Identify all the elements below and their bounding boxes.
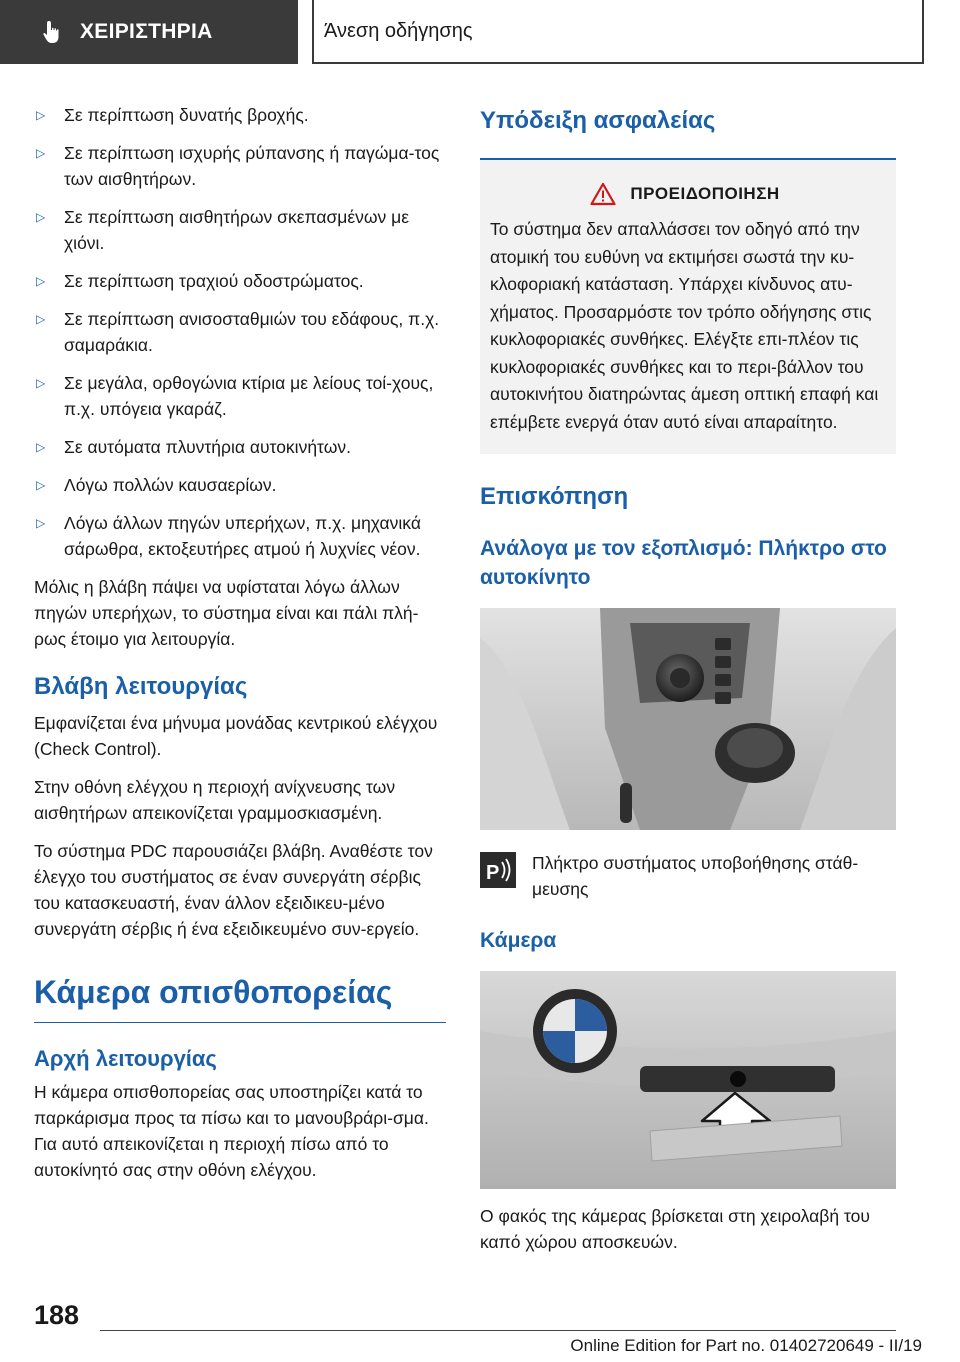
warning-box: [480, 158, 896, 454]
camera-photo: [480, 971, 896, 1189]
list-item: ▷ Σε περίπτωση τραχιού οδοστρώματος.: [34, 268, 446, 294]
triangle-bullet-icon: ▷: [36, 516, 46, 530]
triangle-bullet-icon: ▷: [36, 478, 46, 492]
paragraph: Μόλις η βλάβη πάψει να υφίσταται λόγω άλλων πηγών υπερήχων, το σύστημα είναι και πάλι πλή-ρως έτοιμο για λειτουργία.: [34, 577, 419, 649]
camera-caption: Ο φακός της κάμερας βρίσκεται στη χειρολαβή του καπό χώρου αποσκευών.: [480, 1206, 870, 1252]
button-caption: Πλήκτρο συστήματος υποβοήθησης στάθ-μευσης: [532, 853, 859, 899]
paragraph: Η κάμερα οπισθοπορείας σας υποστηρίζει κατά το παρκάρισμα προς τα πίσω και το μανουβράρι-σμα. Για αυτό απεικονίζεται η περιοχή πίσω από το αυτοκίνητό σας στην οθόνη ελέγχου.: [34, 1082, 429, 1180]
page-number: 188: [34, 1300, 80, 1330]
list-item: ▷ Σε μεγάλα, ορθογώνια κτίρια με λείους τοί-χους, π.χ. υπόγεια γκαράζ.: [34, 370, 446, 422]
footer-divider: [100, 1330, 896, 1331]
list-item: ▷ Λόγω πολλών καυσαερίων.: [34, 472, 446, 498]
left-column: [34, 102, 446, 1195]
triangle-bullet-icon: ▷: [36, 210, 46, 224]
right-column: [480, 102, 896, 1255]
list-item: ▷ Λόγω άλλων πηγών υπερήχων, π.χ. μηχανικά σάρωθρα, εκτοξευτήρες ατμού ή λυχνίες νέον.: [34, 510, 446, 562]
parking-assist-icon: [480, 852, 516, 888]
subsection-heading: Κάμερα: [480, 929, 557, 952]
section-heading: Επισκόπηση: [480, 483, 629, 510]
chapter-heading: Κάμερα οπισθοπορείας: [34, 972, 446, 1023]
center-console-image: [480, 608, 896, 830]
warning-triangle-icon: [590, 182, 616, 206]
warning-label: ΠΡΟΕΙΔΟΠΟΙΗΣΗ: [630, 184, 780, 203]
warning-text: Το σύστημα δεν απαλλάσσει τον οδηγό από την ατομική του ευθύνη να εκτιμήσει σωστά την κυ-κλοφοριακή κατάσταση. Υπάρχει κίνδυνος ατυ-χήματος. Προσαρμόστε τον τρόπο οδήγησης στις κυκλοφοριακές συνθήκες. Ελέγξτε επι-πλέον τις κυκλοφοριακές συνθήκες και το περι-βάλλον του αυτοκινήτου διατηρώντας άμεση οπτική επαφή και επέμβετε ενεργά όταν αυτό είναι απαραίτητο.: [490, 219, 879, 432]
triangle-bullet-icon: ▷: [36, 376, 46, 390]
button-caption-row: [480, 850, 896, 902]
subsection-heading: Αρχή λειτουργίας: [34, 1046, 217, 1071]
console-photo: [480, 608, 896, 830]
warning-header: [490, 182, 880, 206]
list-item: ▷ Σε περίπτωση δυνατής βροχής.: [34, 102, 446, 128]
triangle-bullet-icon: ▷: [36, 274, 46, 288]
page-header: [0, 0, 960, 66]
list-item: ▷ Σε αυτόματα πλυντήρια αυτοκινήτων.: [34, 434, 446, 460]
paragraph: Εμφανίζεται ένα μήνυμα μονάδας κεντρικού ελέγχου (Check Control).: [34, 713, 438, 759]
triangle-bullet-icon: ▷: [36, 440, 46, 454]
edition-text: Online Edition for Part no. 01402720649 - II/19: [570, 1336, 922, 1355]
list-item: ▷ Σε περίπτωση ισχυρής ρύπανσης ή παγώμα-τος των αισθητήρων.: [34, 140, 446, 192]
triangle-bullet-icon: ▷: [36, 108, 46, 122]
triangle-bullet-icon: ▷: [36, 146, 46, 160]
chapter-tab: [312, 0, 924, 64]
trunk-camera-image: [480, 971, 896, 1189]
section-heading: Υπόδειξη ασφαλείας: [480, 107, 716, 134]
list-item: ▷ Σε περίπτωση αισθητήρων σκεπασμένων με χιόνι.: [34, 204, 446, 256]
section-title: ΧΕΙΡΙΣΤΗΡΙΑ: [80, 20, 213, 43]
section-heading: Βλάβη λειτουργίας: [34, 673, 248, 700]
svg-text:P: P: [486, 862, 500, 884]
paragraph: Το σύστημα PDC παρουσιάζει βλάβη. Αναθέστε τον έλεγχο του συστήματος σε έναν συνεργάτη σέρβις του κατασκευαστή, έναν άλλον εξειδικευ-μένο συνεργάτη σέρβις ή ένα εξειδικευμένο συν-εργείο.: [34, 841, 433, 939]
chapter-title: Άνεση οδήγησης: [324, 19, 473, 42]
section-tab: [0, 0, 298, 64]
list-item: ▷ Σε περίπτωση ανισοσταθμιών του εδάφους, π.χ. σαμαράκια.: [34, 306, 446, 358]
hand-pointer-icon: [40, 19, 66, 45]
paragraph: Στην οθόνη ελέγχου η περιοχή ανίχνευσης των αισθητήρων απεικονίζεται γραμμοσκιασμένη.: [34, 777, 396, 823]
subsection-heading: Ανάλογα με τον εξοπλισμό: Πλήκτρο στο αυτοκίνητο: [480, 537, 887, 589]
triangle-bullet-icon: ▷: [36, 312, 46, 326]
